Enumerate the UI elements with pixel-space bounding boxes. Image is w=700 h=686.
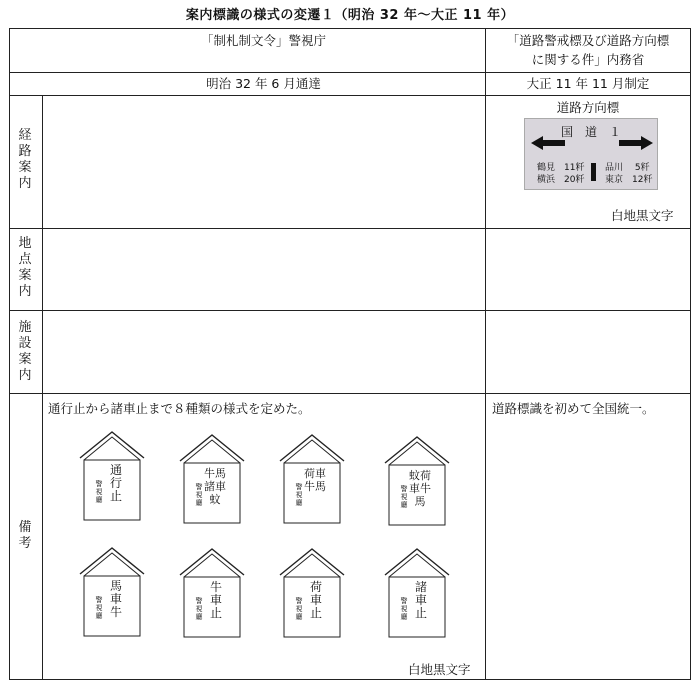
signboard-police-mark: 警視廳 [295, 597, 303, 621]
signboard [78, 546, 146, 638]
divider [9, 95, 691, 96]
col1-date: 明治 32 年 6 月通達 [206, 76, 321, 91]
sign-left-row-1: 鶴見 11粁 [537, 163, 585, 173]
divider [9, 72, 691, 73]
signboard-police-mark: 警視廳 [95, 596, 103, 620]
divider [9, 228, 691, 229]
col1-note: 通行止から諸車止まで８種類の様式を定めた。 [48, 401, 311, 416]
signboard [178, 547, 246, 639]
signboard [278, 433, 346, 525]
signboard [178, 433, 246, 525]
signboard-text: 馬車牛 [109, 579, 122, 619]
signboard-police-mark: 警視廳 [295, 483, 303, 507]
signboard-police-mark: 警視廳 [195, 597, 203, 621]
page-title: 案内標識の様式の変遷１（明治 32 年〜大正 11 年） [185, 8, 515, 23]
row-label-point: 地点案内 [18, 236, 32, 299]
divider [42, 95, 43, 680]
signboard-police-mark: 警視廳 [400, 597, 408, 621]
col2-header-line2: に関する件」内務省 [531, 52, 645, 67]
col2-note: 道路標識を初めて全国統一。 [492, 401, 655, 416]
signboard [383, 547, 451, 639]
sign-right-row-2: 東京 12粁 [605, 175, 653, 185]
signboard-text: 牛馬諸車蚊 [204, 467, 226, 506]
signboard [278, 547, 346, 639]
row-label-route: 経路案内 [18, 128, 32, 191]
col2-date: 大正 11 年 11 月制定 [526, 76, 650, 91]
sign-left-row-2: 横浜 20粁 [537, 175, 585, 185]
col1-header: 「制札制文令」警視庁 [200, 33, 326, 48]
signboard-text: 諸車止 [414, 580, 427, 620]
sign-caption: 白地黒文字 [611, 208, 674, 223]
signboard-text: 荷車牛馬 [304, 467, 326, 493]
sign-route: 国 道 １ [561, 125, 622, 139]
signboard-police-mark: 警視廳 [195, 483, 203, 507]
signboard [383, 435, 451, 527]
signboard [78, 430, 146, 522]
row-label-remarks: 備考 [18, 520, 32, 551]
sign-title: 道路方向標 [556, 100, 620, 115]
sign-right-row-1: 品川 5粁 [605, 163, 650, 173]
divider [485, 28, 486, 680]
signboard-text: 蚊荷車牛馬 [409, 469, 431, 508]
divider [9, 310, 691, 311]
signboard-police-mark: 警視廳 [95, 480, 103, 504]
signboard-text: 荷車止 [309, 580, 322, 620]
signboard-police-mark: 警視廳 [400, 485, 408, 509]
col2-header-line1: 「道路警戒標及び道路方向標 [506, 33, 670, 48]
signboard-text: 牛車止 [209, 580, 222, 620]
divider [9, 393, 691, 394]
road-direction-sign [524, 118, 658, 190]
row-label-facility: 施設案内 [18, 320, 32, 383]
col1-caption: 白地黒文字 [408, 662, 471, 677]
signboard-text: 通行止 [109, 463, 122, 503]
